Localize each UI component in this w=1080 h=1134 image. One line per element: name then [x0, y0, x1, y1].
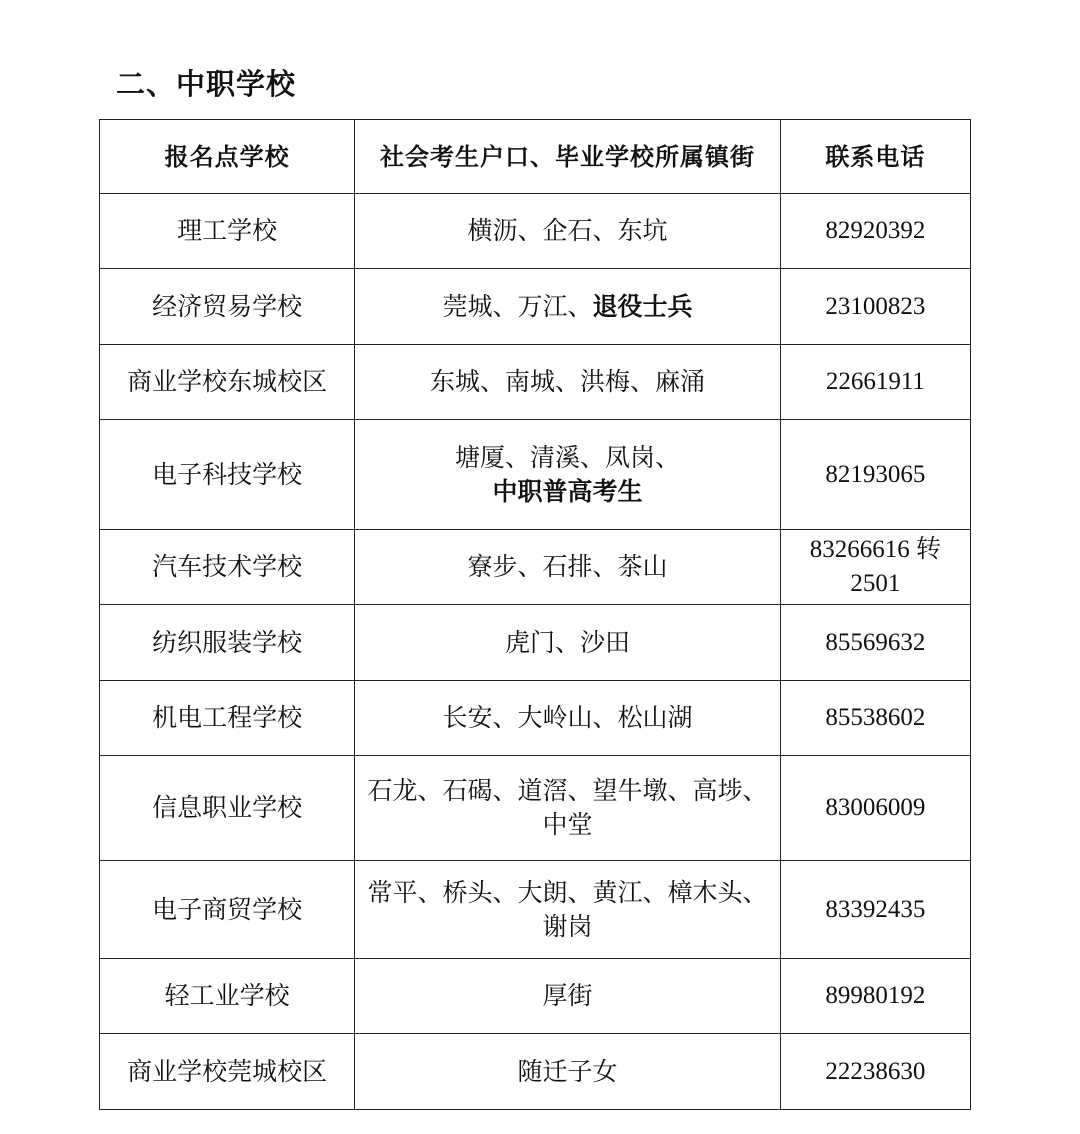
table-row [100, 605, 971, 681]
cell-phone: 82193065 [780, 420, 970, 530]
cell-school: 电子商贸学校 [100, 861, 355, 959]
area-bold-text: 中职普高考生 [492, 476, 643, 506]
cell-area [355, 756, 780, 861]
table-row [100, 1034, 971, 1110]
area-text: 石龙、石碣、道滘、望牛墩、高埗、中堂 [367, 776, 768, 839]
cell-school: 理工学校 [100, 194, 355, 269]
table-header-row [100, 120, 971, 194]
area-text: 东城、南城、洪梅、麻涌 [430, 367, 706, 396]
table-row [100, 194, 971, 269]
cell-phone: 22238630 [780, 1034, 970, 1110]
cell-phone: 83266616 转 2501 [780, 530, 970, 605]
table-row [100, 269, 971, 345]
cell-area [355, 681, 780, 756]
registration-schools-table [99, 119, 971, 1110]
cell-school: 纺织服装学校 [100, 605, 355, 681]
cell-school: 电子科技学校 [100, 420, 355, 530]
header-phone: 联系电话 [780, 120, 970, 194]
cell-area [355, 1034, 780, 1110]
cell-school: 商业学校东城校区 [100, 345, 355, 420]
table-row [100, 959, 971, 1034]
cell-area [355, 345, 780, 420]
cell-school: 信息职业学校 [100, 756, 355, 861]
header-area: 社会考生户口、毕业学校所属镇街 [355, 120, 780, 194]
cell-phone: 82920392 [780, 194, 970, 269]
cell-phone: 22661911 [780, 345, 970, 420]
area-text: 塘厦、清溪、凤岗、 [455, 442, 681, 472]
area-text: 莞城、万江、 [442, 291, 593, 321]
cell-phone: 85569632 [780, 605, 970, 681]
cell-phone: 85538602 [780, 681, 970, 756]
table-row [100, 345, 971, 420]
area-text: 随迁子女 [517, 1056, 618, 1086]
cell-area [355, 269, 780, 345]
table-row [100, 681, 971, 756]
area-text: 常平、桥头、大朗、黄江、樟木头、谢岗 [367, 877, 768, 941]
cell-school: 经济贸易学校 [100, 269, 355, 345]
cell-phone: 83006009 [780, 756, 970, 861]
area-text: 长安、大岭山、松山湖 [442, 703, 693, 732]
area-text: 横沥、企石、东坑 [467, 216, 668, 245]
table-row [100, 530, 971, 605]
table-body [100, 194, 971, 1110]
table-row [100, 420, 971, 530]
area-text: 厚街 [542, 981, 593, 1010]
cell-area [355, 194, 780, 269]
cell-school: 汽车技术学校 [100, 530, 355, 605]
cell-area [355, 861, 780, 959]
cell-phone: 89980192 [780, 959, 970, 1034]
section-title: 二、中职学校 [116, 67, 297, 101]
cell-school: 轻工业学校 [100, 959, 355, 1034]
cell-area [355, 530, 780, 605]
cell-school: 商业学校莞城校区 [100, 1034, 355, 1110]
table-row [100, 861, 971, 959]
cell-phone: 23100823 [780, 269, 970, 345]
cell-area [355, 420, 780, 530]
area-text: 寮步、石排、茶山 [467, 552, 668, 581]
cell-phone: 83392435 [780, 861, 970, 959]
table-row [100, 756, 971, 861]
cell-school: 机电工程学校 [100, 681, 355, 756]
area-text: 虎门、沙田 [505, 627, 631, 657]
cell-area [355, 605, 780, 681]
cell-area [355, 959, 780, 1034]
area-bold-text: 退役士兵 [592, 291, 693, 321]
header-school: 报名点学校 [100, 120, 355, 194]
